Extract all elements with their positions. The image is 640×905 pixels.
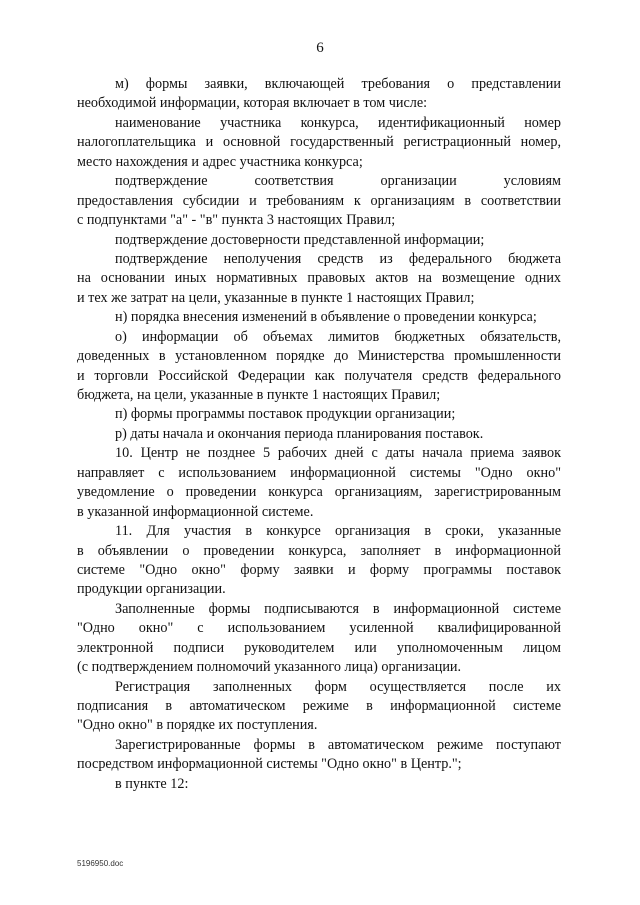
text-line: бюджета, на цели, указанные в пункте 1 настоящих Правил; bbox=[77, 387, 441, 403]
text-line: подтверждение неполучения средств из федерального бюджета bbox=[115, 250, 561, 267]
text-line: доведенных в установленном порядке до Министерства промышленности bbox=[77, 348, 561, 365]
document-body bbox=[77, 75, 561, 794]
page-number: 6 bbox=[316, 40, 324, 56]
text-line: системе "Одно окно" форму заявки и форму программы поставок bbox=[77, 561, 561, 578]
text-line: о) информации об объемах лимитов бюджетных обязательств, bbox=[115, 328, 561, 345]
text-line: электронной подписи руководителем или уполномоченным лицом bbox=[77, 639, 561, 656]
text-line: Регистрация заполненных форм осуществляется после их bbox=[115, 678, 561, 695]
text-line: м) формы заявки, включающей требования о представлении bbox=[115, 76, 561, 92]
text-line: "Одно окно" с использованием усиленной квалифицированной bbox=[77, 620, 561, 637]
text-line: подтверждение соответствия организации условиям bbox=[115, 173, 561, 190]
text-line: Заполненные формы подписываются в информационной системе bbox=[115, 600, 561, 617]
text-line: "Одно окно" в порядке их поступления. bbox=[77, 717, 318, 734]
text-line: направляет с использованием информационной системы "Одно окно" bbox=[77, 464, 561, 481]
text-line: с подпунктами "а" - "в" пункта 3 настоящих Правил; bbox=[77, 212, 396, 229]
text-line: на основании иных нормативных правовых актов на возмещение одних bbox=[77, 270, 561, 287]
text-line: и торговли Российской Федерации как получателя средств федерального bbox=[77, 367, 561, 384]
text-line: 11. Для участия в конкурсе организация в сроки, указанные bbox=[115, 523, 561, 540]
text-line: п) формы программы поставок продукции организации; bbox=[115, 406, 456, 423]
text-line: наименование участника конкурса, идентификационный номер bbox=[115, 114, 561, 131]
text-line: подписания в автоматическом режиме в информационной системе bbox=[77, 698, 561, 714]
text-line: в указанной информационной системе. bbox=[77, 503, 314, 520]
text-line: уведомление о проведении конкурса организациям, зарегистрированным bbox=[77, 484, 561, 501]
text-line: в пункте 12: bbox=[115, 775, 189, 792]
text-line: н) порядка внесения изменений в объявление о проведении конкурса; bbox=[115, 309, 537, 326]
text-line: подтверждение достоверности представленной информации; bbox=[115, 231, 485, 248]
text-line: Зарегистрированные формы в автоматическом режиме поступают bbox=[115, 736, 561, 753]
text-line: предоставления субсидии и требованиям к организациям в соответствии bbox=[77, 192, 561, 209]
footer-doc-code: 5196950.doc bbox=[77, 859, 124, 868]
text-line: продукции организации. bbox=[77, 581, 226, 598]
text-line: в объявлении о проведении конкурса, заполняет в информационной bbox=[77, 542, 561, 559]
text-line: налогоплательщика и основной государственный регистрационный номер, bbox=[77, 134, 561, 151]
text-line: р) даты начала и окончания периода планирования поставок. bbox=[115, 425, 484, 442]
text-line: необходимой информации, которая включает в том числе: bbox=[77, 95, 428, 112]
text-line: место нахождения и адрес участника конкурса; bbox=[77, 153, 363, 170]
text-line: 10. Центр не позднее 5 рабочих дней с даты начала приема заявок bbox=[115, 445, 561, 462]
text-line: посредством информационной системы "Одно окно" в Центр."; bbox=[77, 756, 462, 773]
text-line: (с подтверждением полномочий указанного лица) организации. bbox=[77, 659, 462, 676]
text-line: и тех же затрат на цели, указанные в пункте 1 настоящих Правил; bbox=[77, 289, 475, 306]
